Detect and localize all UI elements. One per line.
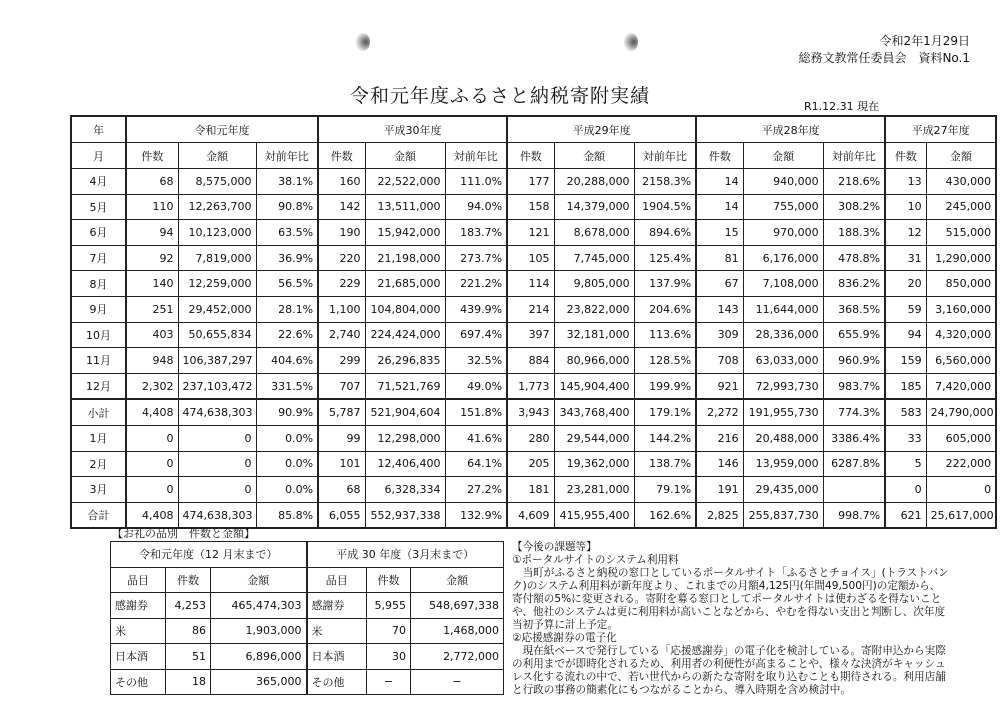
gift-period-b: 平成 30 年度（3月末まで） <box>307 542 504 568</box>
table-cell: 10,123,000 <box>178 220 256 246</box>
table-cell: 94 <box>126 220 178 246</box>
table-cell: 251 <box>126 296 178 322</box>
table-cell: 894.6% <box>634 220 696 246</box>
table-cell: 90.8% <box>256 194 318 220</box>
table-cell: 948 <box>126 348 178 374</box>
table-cell: 23,822,000 <box>554 296 634 322</box>
table-cell: 59 <box>885 296 926 322</box>
table-cell: 403 <box>126 322 178 348</box>
table-cell: 128.5% <box>634 348 696 374</box>
table-row <box>71 399 996 425</box>
table-cell: 10 <box>885 194 926 220</box>
table-row <box>71 425 996 451</box>
table-cell: 21,685,000 <box>365 271 445 297</box>
gift-row <box>111 618 504 644</box>
table-cell: 63,033,000 <box>743 348 823 374</box>
row-label: 3月 <box>71 477 126 503</box>
table-cell: 143 <box>696 296 743 322</box>
table-cell: 0.0% <box>256 451 318 477</box>
gift-period-row <box>111 542 504 568</box>
table-cell: 214 <box>507 296 554 322</box>
row-label: 4月 <box>71 169 126 195</box>
table-cell: 2,825 <box>696 502 743 528</box>
as-of-date: R1.12.31 現在 <box>804 100 880 113</box>
table-cell: 22,522,000 <box>365 169 445 195</box>
col-amount: 金額 <box>365 143 445 169</box>
table-cell: 179.1% <box>634 399 696 425</box>
gift-section-heading: 【お礼の品別 件数と金額】 <box>112 527 255 540</box>
gift-cell: 米 <box>111 618 166 644</box>
table-cell: 368.5% <box>823 296 885 322</box>
table-cell: 12,406,400 <box>365 451 445 477</box>
gift-cell: 70 <box>367 618 411 644</box>
table-cell: 106,387,297 <box>178 348 256 374</box>
table-cell: 4,609 <box>507 502 554 528</box>
table-cell: 2,302 <box>126 373 178 399</box>
row-label: 2月 <box>71 451 126 477</box>
table-cell: 0 <box>178 477 256 503</box>
note-2-title: ②応援感謝券の電子化 <box>512 632 617 644</box>
year-header: 平成29年度 <box>507 116 696 143</box>
gift-table <box>110 541 504 695</box>
row-label: 合計 <box>71 502 126 528</box>
table-cell: 7,420,000 <box>926 373 996 399</box>
gift-row <box>111 593 504 619</box>
table-cell: 5,787 <box>318 399 365 425</box>
table-cell: 92 <box>126 245 178 271</box>
gift-row <box>111 644 504 670</box>
table-cell: 708 <box>696 348 743 374</box>
table-cell: 140 <box>126 271 178 297</box>
col-amount: 金額 <box>926 143 996 169</box>
table-cell: 25,617,000 <box>926 502 996 528</box>
col-ratio: 対前年比 <box>445 143 507 169</box>
table-cell: 68 <box>126 169 178 195</box>
gift-cell: 4,253 <box>166 593 211 619</box>
table-cell: 1,773 <box>507 373 554 399</box>
table-cell: 22.6% <box>256 322 318 348</box>
table-cell: 621 <box>885 502 926 528</box>
year-header: 平成30年度 <box>318 116 507 143</box>
table-cell: 4,408 <box>126 399 178 425</box>
table-cell: 104,804,000 <box>365 296 445 322</box>
table-cell: 145,904,400 <box>554 373 634 399</box>
table-cell: 63.5% <box>256 220 318 246</box>
table-cell: 31 <box>885 245 926 271</box>
table-cell: 151.8% <box>445 399 507 425</box>
table-cell: 33 <box>885 425 926 451</box>
year-header: 令和元年度 <box>126 116 318 143</box>
table-cell: 21,198,000 <box>365 245 445 271</box>
table-cell: 13 <box>885 169 926 195</box>
table-row <box>71 451 996 477</box>
table-cell: 940,000 <box>743 169 823 195</box>
table-cell: 2,740 <box>318 322 365 348</box>
table-cell: 1904.5% <box>634 194 696 220</box>
note-1-title: ①ポータルサイトのシステム利用料 <box>512 554 679 566</box>
gift-cell: 6,896,000 <box>211 644 307 670</box>
gift-cell: 30 <box>367 644 411 670</box>
gift-cell: − <box>367 669 411 695</box>
gift-cell: 1,468,000 <box>411 618 504 644</box>
gift-col-amount: 金額 <box>411 567 504 593</box>
table-cell: 515,000 <box>926 220 996 246</box>
table-cell: 28.1% <box>256 296 318 322</box>
table-row <box>71 322 996 348</box>
table-cell: 12,298,000 <box>365 425 445 451</box>
table-cell: 80,966,000 <box>554 348 634 374</box>
col-count: 件数 <box>885 143 926 169</box>
col-count: 件数 <box>696 143 743 169</box>
gift-cell: 2,772,000 <box>411 644 504 670</box>
table-cell: 113.6% <box>634 322 696 348</box>
gift-cell: 1,903,000 <box>211 618 307 644</box>
table-cell: 110 <box>126 194 178 220</box>
notes-heading: 【今後の課題等】 <box>512 541 597 553</box>
table-cell: 8,678,000 <box>554 220 634 246</box>
col-amount: 金額 <box>178 143 256 169</box>
table-cell: 94 <box>885 322 926 348</box>
table-cell: 23,281,000 <box>554 477 634 503</box>
col-count: 件数 <box>318 143 365 169</box>
table-cell: 111.0% <box>445 169 507 195</box>
table-cell: 4,320,000 <box>926 322 996 348</box>
table-cell: 273.7% <box>445 245 507 271</box>
table-cell: 6287.8% <box>823 451 885 477</box>
table-cell: 0 <box>178 451 256 477</box>
gift-cell: 5,955 <box>367 593 411 619</box>
col-count: 件数 <box>507 143 554 169</box>
table-cell: 655.9% <box>823 322 885 348</box>
table-cell: 114 <box>507 271 554 297</box>
table-cell: 0 <box>126 477 178 503</box>
table-cell: 188.3% <box>823 220 885 246</box>
row-label: 11月 <box>71 348 126 374</box>
table-cell: 204.6% <box>634 296 696 322</box>
table-row <box>71 348 996 374</box>
table-cell: 2,272 <box>696 399 743 425</box>
table-cell: 998.7% <box>823 502 885 528</box>
table-cell: 308.2% <box>823 194 885 220</box>
note-2-body: 現在紙ベースで発行している「応援感謝券」の電子化を検討している。寄附申込から実際の利用までが即時化されるため、利用者の利便性が高まることや、様々な決済がキャッシュレス化する流れの中で、若い世代からの新たな寄附を取り込むことも期待される。利用店舗と行政の事務の簡素化にもつながることから、導入時期を含め検討中。 <box>512 645 946 696</box>
table-cell: 90.9% <box>256 399 318 425</box>
table-cell: 970,000 <box>743 220 823 246</box>
col-amount: 金額 <box>743 143 823 169</box>
table-cell: 20 <box>885 271 926 297</box>
table-cell: 0 <box>178 425 256 451</box>
table-cell: 49.0% <box>445 373 507 399</box>
gift-cell: 日本酒 <box>307 644 367 670</box>
row-label: 5月 <box>71 194 126 220</box>
table-cell: 29,435,000 <box>743 477 823 503</box>
table-cell: 72,993,730 <box>743 373 823 399</box>
table-cell: 921 <box>696 373 743 399</box>
row-label: 1月 <box>71 425 126 451</box>
table-cell: 850,000 <box>926 271 996 297</box>
table-cell: 12,259,000 <box>178 271 256 297</box>
table-cell: 137.9% <box>634 271 696 297</box>
table-cell: 6,176,000 <box>743 245 823 271</box>
table-cell: 983.7% <box>823 373 885 399</box>
gift-cell: 548,697,338 <box>411 593 504 619</box>
gift-cell: 51 <box>166 644 211 670</box>
table-cell: 415,955,400 <box>554 502 634 528</box>
table-cell: 85.8% <box>256 502 318 528</box>
table-cell: 132.9% <box>445 502 507 528</box>
gift-col-amount: 金額 <box>211 567 307 593</box>
table-cell: 20,288,000 <box>554 169 634 195</box>
table-cell: 7,819,000 <box>178 245 256 271</box>
table-cell: 884 <box>507 348 554 374</box>
table-cell <box>823 477 885 503</box>
table-cell: 220 <box>318 245 365 271</box>
table-row <box>71 477 996 503</box>
table-cell: 144.2% <box>634 425 696 451</box>
gift-row <box>111 669 504 695</box>
table-cell: 331.5% <box>256 373 318 399</box>
table-cell: 79.1% <box>634 477 696 503</box>
table-cell: 707 <box>318 373 365 399</box>
table-cell: 299 <box>318 348 365 374</box>
punch-hole-right <box>624 33 638 51</box>
table-cell: 474,638,303 <box>178 399 256 425</box>
year-header-row <box>71 116 996 143</box>
table-cell: 138.7% <box>634 451 696 477</box>
table-cell: 20,488,000 <box>743 425 823 451</box>
table-cell: 3386.4% <box>823 425 885 451</box>
table-cell: 343,768,400 <box>554 399 634 425</box>
table-cell: 0.0% <box>256 425 318 451</box>
table-cell: 67 <box>696 271 743 297</box>
table-cell: 6,328,334 <box>365 477 445 503</box>
year-header: 平成27年度 <box>885 116 996 143</box>
table-cell: 125.4% <box>634 245 696 271</box>
table-cell: 397 <box>507 322 554 348</box>
table-cell: 430,000 <box>926 169 996 195</box>
table-cell: 218.6% <box>823 169 885 195</box>
table-cell: 14,379,000 <box>554 194 634 220</box>
table-cell: 24,790,000 <box>926 399 996 425</box>
gift-col-count: 件数 <box>166 567 211 593</box>
table-cell: 11,644,000 <box>743 296 823 322</box>
table-cell: 71,521,769 <box>365 373 445 399</box>
table-cell: 960.9% <box>823 348 885 374</box>
table-cell: 177 <box>507 169 554 195</box>
table-cell: 5 <box>885 451 926 477</box>
gift-cell: 感謝券 <box>111 593 166 619</box>
gift-period-a: 令和元年度（12 月末まで） <box>111 542 307 568</box>
table-cell: 309 <box>696 322 743 348</box>
table-cell: 229 <box>318 271 365 297</box>
table-cell: 29,452,000 <box>178 296 256 322</box>
table-cell: 8,575,000 <box>178 169 256 195</box>
table-cell: 474,638,303 <box>178 502 256 528</box>
table-cell: 181 <box>507 477 554 503</box>
table-row <box>71 169 996 195</box>
table-cell: 191 <box>696 477 743 503</box>
gift-cell: 感謝券 <box>307 593 367 619</box>
note-1-body: 当町がふるさと納税の窓口としているポータルサイト「ふるさとチョイス」(トラストバンク)のシステム利用料が新年度より、これまでの月額4,125円(年間49,500円)の定額から、寄付額の5%に変更される。寄附を募る窓口としてポータルサイトは使わざるを得ないことや、他社のシステムは更に利用料が高いことなどから、やむを得ない支出と判断し、次年度当初予算に計上予定。 <box>512 567 949 631</box>
table-cell: 4,408 <box>126 502 178 528</box>
gift-header-row <box>111 567 504 593</box>
table-row <box>71 245 996 271</box>
gift-cell: 日本酒 <box>111 644 166 670</box>
table-cell: 237,103,472 <box>178 373 256 399</box>
table-cell: 19,362,000 <box>554 451 634 477</box>
table-cell: 521,904,604 <box>365 399 445 425</box>
table-cell: 160 <box>318 169 365 195</box>
gift-cell: その他 <box>307 669 367 695</box>
table-cell: 605,000 <box>926 425 996 451</box>
table-cell: 199.9% <box>634 373 696 399</box>
table-row <box>71 271 996 297</box>
table-cell: 2158.3% <box>634 169 696 195</box>
table-cell: 68 <box>318 477 365 503</box>
year-header: 平成28年度 <box>696 116 885 143</box>
table-cell: 94.0% <box>445 194 507 220</box>
gift-col-item: 品目 <box>111 567 166 593</box>
table-cell: 774.3% <box>823 399 885 425</box>
row-label: 7月 <box>71 245 126 271</box>
gift-cell: 18 <box>166 669 211 695</box>
table-cell: 56.5% <box>256 271 318 297</box>
col-ratio: 対前年比 <box>256 143 318 169</box>
col-count: 件数 <box>126 143 178 169</box>
table-cell: 0 <box>126 425 178 451</box>
table-cell: 221.2% <box>445 271 507 297</box>
row-label: 6月 <box>71 220 126 246</box>
table-cell: 64.1% <box>445 451 507 477</box>
table-cell: 159 <box>885 348 926 374</box>
table-cell: 439.9% <box>445 296 507 322</box>
table-cell: 1,100 <box>318 296 365 322</box>
table-cell: 205 <box>507 451 554 477</box>
document-date: 令和2年1月29日 <box>879 34 970 48</box>
table-cell: 190 <box>318 220 365 246</box>
table-cell: 7,108,000 <box>743 271 823 297</box>
table-cell: 32,181,000 <box>554 322 634 348</box>
table-cell: 81 <box>696 245 743 271</box>
table-cell: 99 <box>318 425 365 451</box>
month-label: 月 <box>71 143 126 169</box>
gift-col-item: 品目 <box>307 567 367 593</box>
row-label: 9月 <box>71 296 126 322</box>
table-cell: 13,511,000 <box>365 194 445 220</box>
table-cell: 142 <box>318 194 365 220</box>
table-cell: 12 <box>885 220 926 246</box>
gift-cell: 86 <box>166 618 211 644</box>
gift-cell: − <box>411 669 504 695</box>
table-cell: 1,290,000 <box>926 245 996 271</box>
table-cell: 36.9% <box>256 245 318 271</box>
table-cell: 697.4% <box>445 322 507 348</box>
table-cell: 15,942,000 <box>365 220 445 246</box>
col-ratio: 対前年比 <box>634 143 696 169</box>
table-cell: 552,937,338 <box>365 502 445 528</box>
table-cell: 14 <box>696 194 743 220</box>
gift-cell: その他 <box>111 669 166 695</box>
table-cell: 50,655,834 <box>178 322 256 348</box>
table-cell: 191,955,730 <box>743 399 823 425</box>
table-cell: 13,959,000 <box>743 451 823 477</box>
table-cell: 162.6% <box>634 502 696 528</box>
table-cell: 121 <box>507 220 554 246</box>
table-cell: 185 <box>885 373 926 399</box>
table-cell: 0 <box>126 451 178 477</box>
table-cell: 478.8% <box>823 245 885 271</box>
committee-label: 総務文教常任委員会 資料No.1 <box>798 51 970 65</box>
table-cell: 28,336,000 <box>743 322 823 348</box>
table-cell: 0 <box>926 477 996 503</box>
table-cell: 583 <box>885 399 926 425</box>
gift-cell: 米 <box>307 618 367 644</box>
table-cell: 27.2% <box>445 477 507 503</box>
table-cell: 224,424,000 <box>365 322 445 348</box>
table-cell: 12,263,700 <box>178 194 256 220</box>
punch-hole-left <box>356 33 370 51</box>
table-cell: 183.7% <box>445 220 507 246</box>
donation-table <box>70 115 997 529</box>
table-cell: 101 <box>318 451 365 477</box>
table-cell: 0.0% <box>256 477 318 503</box>
gift-cell: 465,474,303 <box>211 593 307 619</box>
table-cell: 222,000 <box>926 451 996 477</box>
table-cell: 158 <box>507 194 554 220</box>
column-header-row <box>71 143 996 169</box>
table-cell: 41.6% <box>445 425 507 451</box>
table-cell: 26,296,835 <box>365 348 445 374</box>
col-amount: 金額 <box>554 143 634 169</box>
table-cell: 9,805,000 <box>554 271 634 297</box>
table-cell: 255,837,730 <box>743 502 823 528</box>
table-cell: 14 <box>696 169 743 195</box>
table-cell: 6,055 <box>318 502 365 528</box>
notes-section <box>512 541 950 697</box>
row-label: 8月 <box>71 271 126 297</box>
table-cell: 3,160,000 <box>926 296 996 322</box>
page-title: 令和元年度ふるさと納税寄附実績 <box>349 85 650 107</box>
table-cell: 280 <box>507 425 554 451</box>
table-cell: 836.2% <box>823 271 885 297</box>
table-cell: 404.6% <box>256 348 318 374</box>
table-row <box>71 296 996 322</box>
table-cell: 755,000 <box>743 194 823 220</box>
row-label: 12月 <box>71 373 126 399</box>
table-cell: 6,560,000 <box>926 348 996 374</box>
col-ratio: 対前年比 <box>823 143 885 169</box>
table-cell: 38.1% <box>256 169 318 195</box>
table-cell: 3,943 <box>507 399 554 425</box>
gift-cell: 365,000 <box>211 669 307 695</box>
table-cell: 7,745,000 <box>554 245 634 271</box>
table-cell: 245,000 <box>926 194 996 220</box>
row-label: 小計 <box>71 399 126 425</box>
table-cell: 29,544,000 <box>554 425 634 451</box>
year-label: 年 <box>71 116 126 143</box>
table-cell: 146 <box>696 451 743 477</box>
row-label: 10月 <box>71 322 126 348</box>
table-cell: 0 <box>885 477 926 503</box>
table-cell: 32.5% <box>445 348 507 374</box>
table-row <box>71 194 996 220</box>
table-row <box>71 220 996 246</box>
table-row <box>71 373 996 399</box>
gift-col-count: 件数 <box>367 567 411 593</box>
table-cell: 105 <box>507 245 554 271</box>
table-cell: 216 <box>696 425 743 451</box>
table-cell: 15 <box>696 220 743 246</box>
